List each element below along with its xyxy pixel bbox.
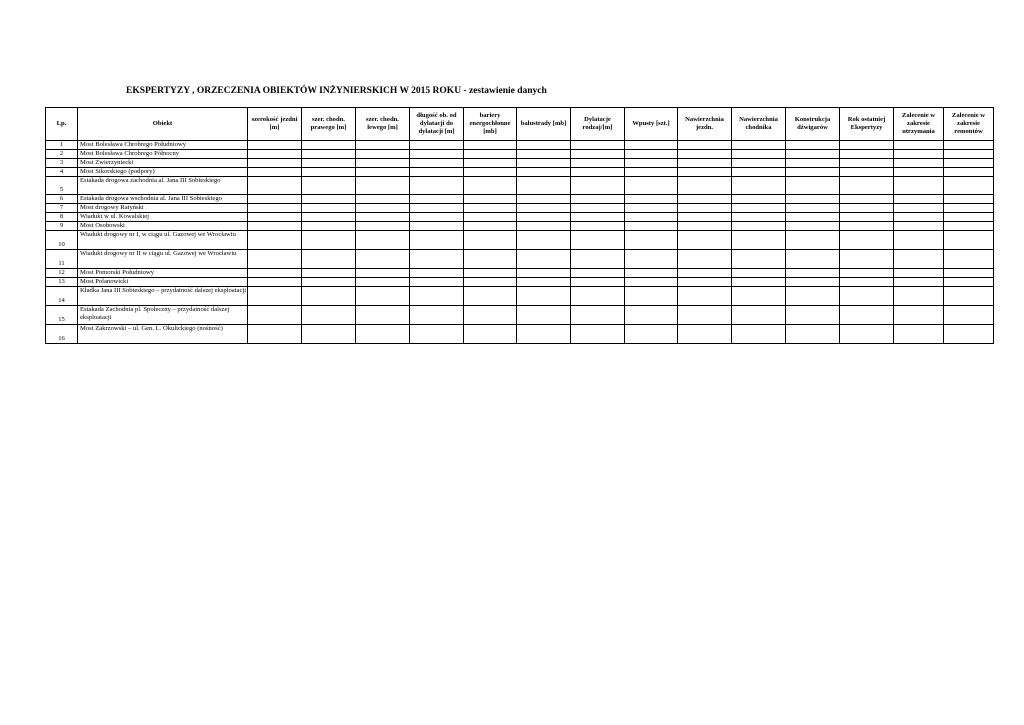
empty-cell: [517, 204, 571, 213]
objects-table: [45, 107, 994, 344]
object-name: Estakada drogowa zachodnia al. Jana III Sobieskiego: [78, 177, 248, 195]
empty-cell: [248, 269, 302, 278]
empty-cell: [625, 269, 678, 278]
table-row: [46, 168, 994, 177]
column-header: Obiekt: [78, 108, 248, 141]
row-number: 11: [46, 250, 78, 269]
empty-cell: [894, 287, 944, 306]
empty-cell: [944, 269, 994, 278]
empty-cell: [248, 325, 302, 344]
table-row: [46, 306, 994, 325]
empty-cell: [248, 287, 302, 306]
empty-cell: [678, 325, 732, 344]
empty-cell: [248, 168, 302, 177]
empty-cell: [410, 287, 464, 306]
empty-cell: [302, 269, 356, 278]
object-name: Most Zakrzowski – ul. Gen. L. Okulickiego (nośność): [78, 325, 248, 344]
empty-cell: [302, 287, 356, 306]
empty-cell: [786, 213, 840, 222]
empty-cell: [302, 177, 356, 195]
empty-cell: [464, 325, 517, 344]
empty-cell: [464, 231, 517, 250]
empty-cell: [410, 168, 464, 177]
row-number: 6: [46, 195, 78, 204]
empty-cell: [356, 204, 410, 213]
empty-cell: [732, 325, 786, 344]
empty-cell: [571, 177, 625, 195]
object-name: Most Polanowicki: [78, 278, 248, 287]
table-row: [46, 231, 994, 250]
empty-cell: [840, 269, 894, 278]
empty-cell: [625, 250, 678, 269]
empty-cell: [517, 159, 571, 168]
empty-cell: [517, 168, 571, 177]
column-header: Zalecenie w zakresie utrzymania: [894, 108, 944, 141]
empty-cell: [248, 278, 302, 287]
empty-cell: [678, 222, 732, 231]
empty-cell: [732, 177, 786, 195]
table-row: [46, 287, 994, 306]
empty-cell: [944, 195, 994, 204]
empty-cell: [464, 159, 517, 168]
empty-cell: [625, 325, 678, 344]
empty-cell: [517, 287, 571, 306]
empty-cell: [944, 250, 994, 269]
empty-cell: [786, 278, 840, 287]
empty-cell: [571, 278, 625, 287]
empty-cell: [464, 269, 517, 278]
empty-cell: [625, 150, 678, 159]
empty-cell: [517, 231, 571, 250]
empty-cell: [517, 278, 571, 287]
empty-cell: [944, 177, 994, 195]
empty-cell: [944, 287, 994, 306]
empty-cell: [302, 150, 356, 159]
empty-cell: [840, 195, 894, 204]
table-row: [46, 278, 994, 287]
table-row: [46, 141, 994, 150]
empty-cell: [410, 159, 464, 168]
empty-cell: [571, 231, 625, 250]
empty-cell: [840, 141, 894, 150]
table-row: [46, 195, 994, 204]
header-row: [46, 108, 994, 141]
empty-cell: [571, 159, 625, 168]
empty-cell: [786, 168, 840, 177]
empty-cell: [678, 150, 732, 159]
empty-cell: [464, 177, 517, 195]
empty-cell: [302, 278, 356, 287]
row-number: 3: [46, 159, 78, 168]
empty-cell: [625, 222, 678, 231]
empty-cell: [517, 150, 571, 159]
empty-cell: [517, 325, 571, 344]
object-name: Most Sikorskiego (podpory): [78, 168, 248, 177]
empty-cell: [944, 325, 994, 344]
empty-cell: [248, 213, 302, 222]
column-header: bariery energochłonne [mb]: [464, 108, 517, 141]
column-header: Dylatacje rodzaj/[m]: [571, 108, 625, 141]
object-name: Kładka Jana III Sobieskiego – przydatność dalszej eksploatacji: [78, 287, 248, 306]
empty-cell: [732, 141, 786, 150]
empty-cell: [944, 213, 994, 222]
empty-cell: [840, 168, 894, 177]
empty-cell: [944, 306, 994, 325]
empty-cell: [786, 159, 840, 168]
empty-cell: [840, 231, 894, 250]
empty-cell: [678, 204, 732, 213]
empty-cell: [732, 287, 786, 306]
empty-cell: [786, 250, 840, 269]
empty-cell: [356, 222, 410, 231]
empty-cell: [302, 159, 356, 168]
empty-cell: [786, 141, 840, 150]
row-number: 7: [46, 204, 78, 213]
row-number: 1: [46, 141, 78, 150]
empty-cell: [356, 150, 410, 159]
empty-cell: [464, 204, 517, 213]
empty-cell: [840, 325, 894, 344]
empty-cell: [678, 287, 732, 306]
empty-cell: [625, 231, 678, 250]
empty-cell: [410, 278, 464, 287]
column-header: Nawierzchnia chodnika: [732, 108, 786, 141]
empty-cell: [571, 150, 625, 159]
row-number: 10: [46, 231, 78, 250]
empty-cell: [678, 250, 732, 269]
empty-cell: [894, 278, 944, 287]
empty-cell: [410, 213, 464, 222]
empty-cell: [786, 231, 840, 250]
empty-cell: [944, 141, 994, 150]
empty-cell: [356, 325, 410, 344]
empty-cell: [571, 222, 625, 231]
empty-cell: [786, 287, 840, 306]
object-name: Most Bolesława Chrobrego Południowy: [78, 141, 248, 150]
empty-cell: [464, 141, 517, 150]
column-header: Konstrukcja dźwigarów: [786, 108, 840, 141]
empty-cell: [356, 195, 410, 204]
table-row: [46, 213, 994, 222]
empty-cell: [786, 150, 840, 159]
document-title: EKSPERTYZY , ORZECZENIA OBIEKTÓW INŻYNIERSKICH W 2015 ROKU - zestawienie danych: [126, 86, 547, 96]
empty-cell: [464, 213, 517, 222]
empty-cell: [517, 177, 571, 195]
empty-cell: [732, 168, 786, 177]
empty-cell: [302, 195, 356, 204]
empty-cell: [356, 213, 410, 222]
empty-cell: [944, 222, 994, 231]
empty-cell: [517, 250, 571, 269]
object-name: Most Osobowski: [78, 222, 248, 231]
empty-cell: [248, 177, 302, 195]
empty-cell: [678, 141, 732, 150]
empty-cell: [732, 222, 786, 231]
empty-cell: [678, 177, 732, 195]
empty-cell: [302, 250, 356, 269]
empty-cell: [840, 159, 894, 168]
empty-cell: [356, 231, 410, 250]
row-number: 15: [46, 306, 78, 325]
empty-cell: [356, 287, 410, 306]
empty-cell: [464, 250, 517, 269]
empty-cell: [840, 213, 894, 222]
row-number: 4: [46, 168, 78, 177]
empty-cell: [625, 159, 678, 168]
row-number: 13: [46, 278, 78, 287]
empty-cell: [840, 204, 894, 213]
empty-cell: [894, 204, 944, 213]
empty-cell: [840, 278, 894, 287]
object-name: Most drogowy Ratyński: [78, 204, 248, 213]
empty-cell: [571, 141, 625, 150]
empty-cell: [410, 177, 464, 195]
empty-cell: [678, 278, 732, 287]
column-header: Zalecenie w zakresie remontów: [944, 108, 994, 141]
empty-cell: [517, 269, 571, 278]
empty-cell: [356, 269, 410, 278]
empty-cell: [248, 141, 302, 150]
empty-cell: [625, 306, 678, 325]
empty-cell: [944, 168, 994, 177]
empty-cell: [894, 150, 944, 159]
empty-cell: [894, 177, 944, 195]
empty-cell: [894, 231, 944, 250]
empty-cell: [464, 222, 517, 231]
empty-cell: [786, 204, 840, 213]
empty-cell: [517, 213, 571, 222]
object-name: Most Zwierzyniecki: [78, 159, 248, 168]
empty-cell: [944, 278, 994, 287]
empty-cell: [894, 195, 944, 204]
table-row: [46, 250, 994, 269]
empty-cell: [248, 195, 302, 204]
empty-cell: [625, 204, 678, 213]
empty-cell: [302, 222, 356, 231]
empty-cell: [248, 250, 302, 269]
empty-cell: [894, 168, 944, 177]
empty-cell: [625, 177, 678, 195]
empty-cell: [732, 195, 786, 204]
empty-cell: [625, 287, 678, 306]
row-number: 16: [46, 325, 78, 344]
row-number: 5: [46, 177, 78, 195]
empty-cell: [678, 168, 732, 177]
empty-cell: [410, 141, 464, 150]
row-number: 12: [46, 269, 78, 278]
empty-cell: [944, 159, 994, 168]
empty-cell: [894, 159, 944, 168]
empty-cell: [678, 213, 732, 222]
empty-cell: [464, 150, 517, 159]
empty-cell: [894, 213, 944, 222]
empty-cell: [894, 250, 944, 269]
table-row: [46, 150, 994, 159]
empty-cell: [571, 269, 625, 278]
empty-cell: [678, 159, 732, 168]
empty-cell: [625, 278, 678, 287]
empty-cell: [732, 269, 786, 278]
empty-cell: [248, 306, 302, 325]
empty-cell: [248, 222, 302, 231]
empty-cell: [625, 168, 678, 177]
empty-cell: [302, 213, 356, 222]
empty-cell: [571, 306, 625, 325]
table-row: [46, 325, 994, 344]
empty-cell: [517, 222, 571, 231]
object-name: Wiadukt drogowy nr II w ciągu ul. Gazowej we Wrocławiu: [78, 250, 248, 269]
empty-cell: [410, 231, 464, 250]
empty-cell: [786, 269, 840, 278]
table-row: [46, 269, 994, 278]
empty-cell: [356, 141, 410, 150]
empty-cell: [840, 250, 894, 269]
column-header: balustrady [mb]: [517, 108, 571, 141]
empty-cell: [302, 231, 356, 250]
empty-cell: [410, 222, 464, 231]
empty-cell: [302, 325, 356, 344]
column-header: Wpusty [szt.]: [625, 108, 678, 141]
empty-cell: [248, 159, 302, 168]
column-header: Rok ostatniej Ekspertyzy: [840, 108, 894, 141]
column-header: Nawierzchnia jezdn.: [678, 108, 732, 141]
empty-cell: [678, 306, 732, 325]
empty-cell: [840, 222, 894, 231]
empty-cell: [410, 204, 464, 213]
empty-cell: [786, 325, 840, 344]
column-header: szer. chodn. prawego [m]: [302, 108, 356, 141]
row-number: 8: [46, 213, 78, 222]
row-number: 2: [46, 150, 78, 159]
empty-cell: [302, 168, 356, 177]
row-number: 14: [46, 287, 78, 306]
empty-cell: [678, 195, 732, 204]
empty-cell: [517, 141, 571, 150]
empty-cell: [464, 287, 517, 306]
empty-cell: [732, 250, 786, 269]
empty-cell: [248, 204, 302, 213]
empty-cell: [464, 306, 517, 325]
empty-cell: [248, 150, 302, 159]
table-row: [46, 177, 994, 195]
empty-cell: [410, 306, 464, 325]
column-header: szerokość jezdni [m]: [248, 108, 302, 141]
empty-cell: [464, 278, 517, 287]
empty-cell: [894, 306, 944, 325]
empty-cell: [840, 150, 894, 159]
empty-cell: [302, 141, 356, 150]
table-row: [46, 204, 994, 213]
empty-cell: [356, 159, 410, 168]
empty-cell: [732, 278, 786, 287]
row-number: 9: [46, 222, 78, 231]
empty-cell: [944, 204, 994, 213]
empty-cell: [571, 204, 625, 213]
empty-cell: [840, 177, 894, 195]
empty-cell: [944, 231, 994, 250]
empty-cell: [732, 213, 786, 222]
column-header: szer. chodn. lewego [m]: [356, 108, 410, 141]
empty-cell: [302, 306, 356, 325]
empty-cell: [840, 287, 894, 306]
object-name: Wiadukt drogowy nr I, w ciągu ul. Gazowej we Wrocławiu: [78, 231, 248, 250]
empty-cell: [732, 204, 786, 213]
table-row: [46, 222, 994, 231]
empty-cell: [464, 168, 517, 177]
column-header: Lp.: [46, 108, 78, 141]
object-name: Estakada Zachodnia pl. Społeczny – przydatność dalszej eksploatacji: [78, 306, 248, 325]
empty-cell: [732, 306, 786, 325]
empty-cell: [732, 231, 786, 250]
empty-cell: [410, 250, 464, 269]
empty-cell: [894, 141, 944, 150]
empty-cell: [302, 204, 356, 213]
empty-cell: [678, 269, 732, 278]
table-row: [46, 159, 994, 168]
empty-cell: [625, 213, 678, 222]
empty-cell: [356, 250, 410, 269]
empty-cell: [517, 306, 571, 325]
empty-cell: [732, 150, 786, 159]
empty-cell: [571, 287, 625, 306]
empty-cell: [894, 222, 944, 231]
object-name: Estakada drogowa wschodnia al. Jana III Sobieskiego: [78, 195, 248, 204]
empty-cell: [625, 195, 678, 204]
empty-cell: [410, 195, 464, 204]
empty-cell: [356, 278, 410, 287]
empty-cell: [944, 150, 994, 159]
empty-cell: [410, 150, 464, 159]
object-name: Most Bolesława Chrobrego Północny: [78, 150, 248, 159]
empty-cell: [248, 231, 302, 250]
empty-cell: [410, 325, 464, 344]
empty-cell: [356, 306, 410, 325]
empty-cell: [786, 195, 840, 204]
empty-cell: [894, 325, 944, 344]
empty-cell: [410, 269, 464, 278]
empty-cell: [356, 177, 410, 195]
empty-cell: [678, 231, 732, 250]
column-header: długość ob. od dylatacji do dylatacji [m]: [410, 108, 464, 141]
empty-cell: [571, 325, 625, 344]
empty-cell: [517, 195, 571, 204]
empty-cell: [571, 195, 625, 204]
empty-cell: [786, 222, 840, 231]
empty-cell: [571, 213, 625, 222]
empty-cell: [571, 168, 625, 177]
empty-cell: [732, 159, 786, 168]
object-name: Wiadukt w ul. Kowalskiej: [78, 213, 248, 222]
empty-cell: [786, 306, 840, 325]
empty-cell: [356, 168, 410, 177]
empty-cell: [625, 141, 678, 150]
empty-cell: [571, 250, 625, 269]
empty-cell: [786, 177, 840, 195]
empty-cell: [464, 195, 517, 204]
empty-cell: [894, 269, 944, 278]
object-name: Most Pomorski Południowy: [78, 269, 248, 278]
empty-cell: [840, 306, 894, 325]
